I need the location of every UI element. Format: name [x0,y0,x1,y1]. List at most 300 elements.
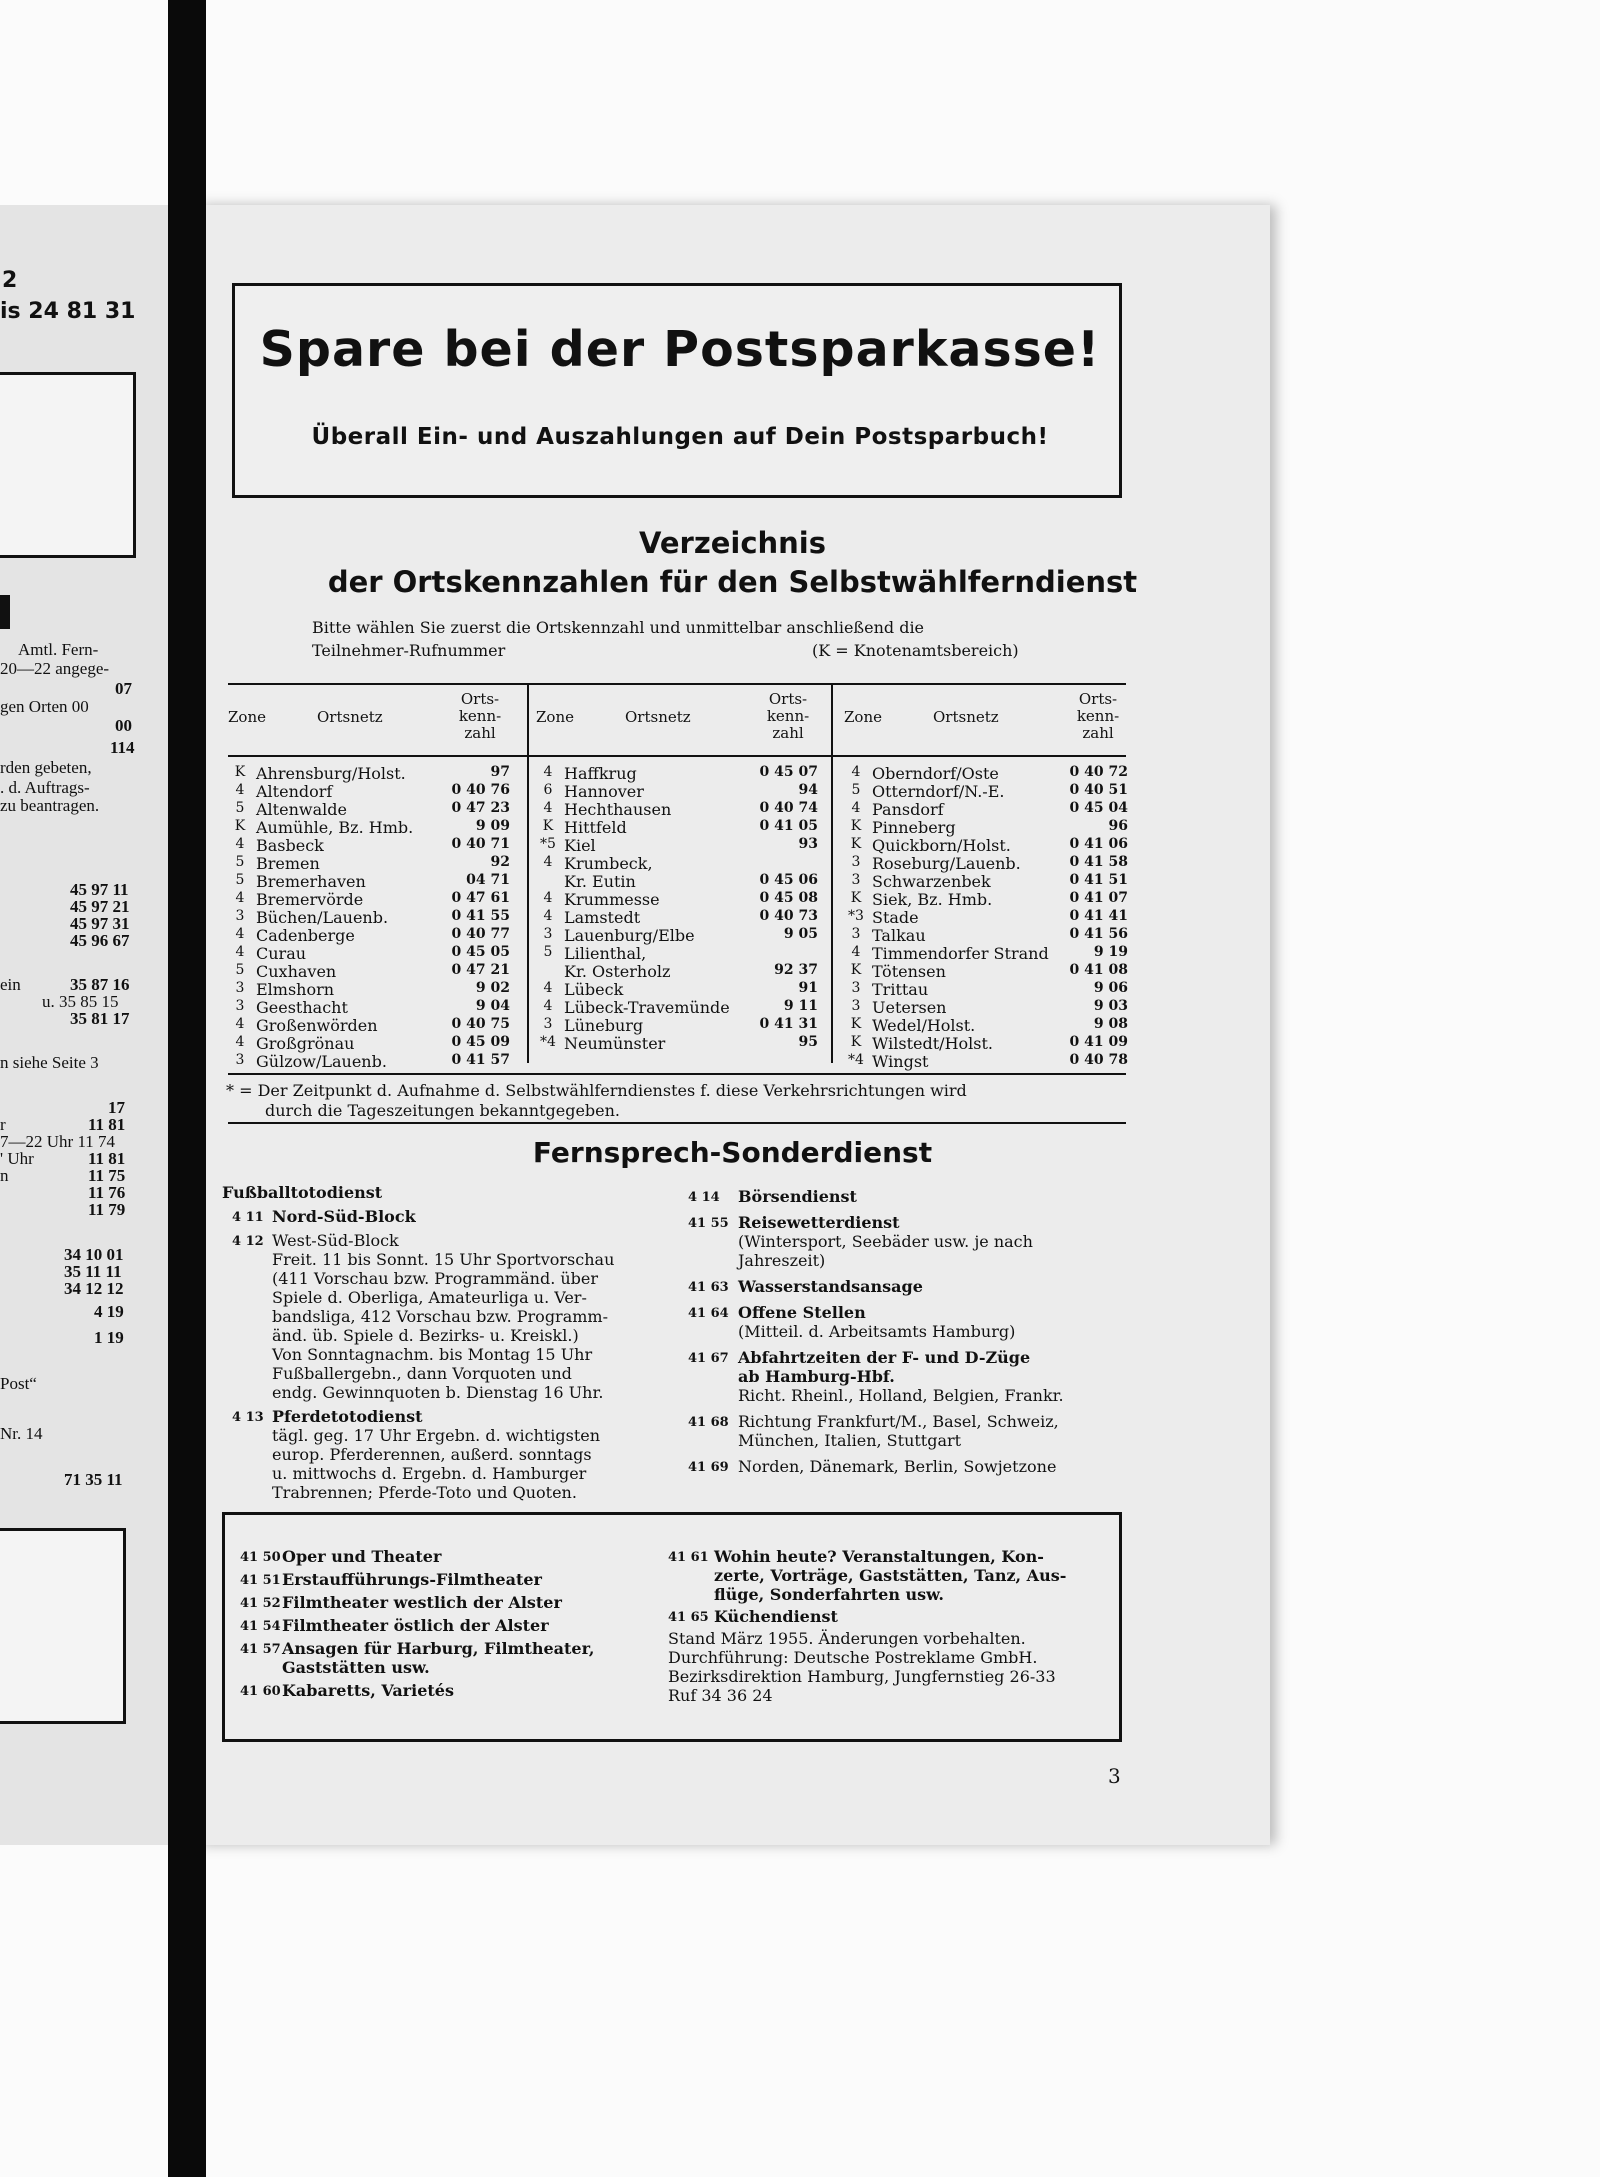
service-entry [688,1303,1168,1341]
zone: K [850,836,862,852]
ortskennzahl: 04 71 [466,872,510,888]
zone: 4 [235,890,245,906]
zone: 3 [235,1052,245,1068]
table-row [846,962,1128,980]
directory-intro: Bitte wählen Sie zuerst die Ortskennzahl und unmittelbar anschließend die [312,618,925,637]
ortskennzahl: 0 45 05 [451,944,510,960]
header-zone: Zone [536,708,574,726]
zone: 4 [235,836,245,852]
zone: 6 [543,782,553,798]
info-description: Filmtheater westlich der Alster [282,1593,562,1612]
table-row [230,764,510,782]
table-row [538,818,818,836]
table-row [846,1034,1128,1052]
zone: 4 [543,980,553,996]
ortsnetz: Neumünster [564,1034,666,1053]
ortskennzahl: 9 06 [1093,980,1128,996]
header-zone: Zone [228,708,266,726]
service-code: 41 69 [688,1460,729,1475]
ortskennzahl: 97 [490,764,510,780]
zone: *3 [848,908,864,924]
service-entry [688,1187,1168,1206]
left-page-text: zu beantragen. [0,796,100,815]
service-entry [688,1348,1168,1405]
ortsnetz: Hannover [564,782,644,801]
zone: 5 [235,872,245,888]
info-description: Ansagen für Harburg, Filmtheater, Gaststätten usw. [282,1639,595,1677]
table-row [846,908,1128,926]
ortsnetz: Lübeck [564,980,624,999]
zone: 3 [235,980,245,996]
ortskennzahl: 93 [798,836,818,852]
zone: K [234,818,246,834]
ortsnetz: Cadenberge [256,926,355,945]
ortsnetz: Bremerhaven [256,872,366,891]
table-row [846,1016,1128,1034]
ortskennzahl: 0 40 51 [1069,782,1128,798]
ortsnetz: Quickborn/Holst. [872,836,1011,855]
left-page-text: 00 [115,716,132,735]
left-page-text: 35 81 17 [70,1009,130,1028]
ortskennzahl: 0 41 05 [759,818,818,834]
page-number: 3 [1108,1764,1121,1788]
left-page-box [0,1528,126,1724]
ortsnetz: Altendorf [256,782,333,801]
info-entry [240,1570,660,1589]
left-page-text: 11 75 [88,1166,126,1185]
zone: 4 [235,782,245,798]
service-description: Börsendienst [738,1187,857,1206]
table-row [538,836,818,854]
zone: K [234,764,246,780]
ortskennzahl: 0 41 57 [451,1052,510,1068]
ortskennzahl: 0 41 51 [1069,872,1128,888]
service-entry [688,1457,1168,1476]
ortskennzahl: 0 41 31 [759,1016,818,1032]
left-page-text: 45 97 31 [70,914,130,933]
service-description: Pferdetotodienst tägl. geg. 17 Uhr Ergebn. d. wichtigsten europ. Pferderennen, außerd. sonntags u. mittwochs d. Ergebn. d. Hamburger Trabrennen; Pferde-Toto und Quoten. [272,1407,601,1502]
ortsnetz: Basbeck [256,836,324,855]
table-row [230,818,510,836]
zone: 4 [851,764,861,780]
service-code: 4 11 [232,1210,264,1225]
binding-strip [168,0,206,2177]
zone: K [850,1034,862,1050]
service-code: 4 13 [232,1410,264,1425]
ortsnetz: Wedel/Holst. [872,1016,976,1035]
ortskennzahl: 92 37 [774,962,818,978]
service-entry [232,1407,712,1502]
table-row [538,782,818,800]
ortsnetz: Haffkrug [564,764,637,783]
zone: 5 [851,782,861,798]
ortskennzahl: 0 41 08 [1069,962,1128,978]
ortskennzahl: 0 40 77 [451,926,510,942]
header-ortskennzahl: Orts- kenn- zahl [766,690,810,742]
left-page-text: Post“ [0,1374,37,1393]
table-row [230,854,510,872]
service-description: Wasserstandsansage [738,1277,923,1296]
left-page-text: r [0,1115,6,1134]
info-code: 41 51 [240,1573,281,1588]
ortskennzahl: 9 09 [475,818,510,834]
zone: 4 [543,908,553,924]
zone: *5 [540,836,556,852]
info-description: Wohin heute? Veranstaltungen, Kon- zerte, Vorträge, Gaststätten, Tanz, Aus- flüge, Sonderfahrten usw. [714,1547,1067,1604]
left-page-text: 45 97 11 [70,880,129,899]
ortsnetz: Otterndorf/N.-E. [872,782,1005,801]
service-entry [688,1412,1168,1450]
zone: 3 [851,854,861,870]
service-code: 4 12 [232,1234,264,1249]
info-description: Erstaufführungs-Filmtheater [282,1570,542,1589]
ortsnetz: Trittau [872,980,929,999]
service-description: Norden, Dänemark, Berlin, Sowjetzone [738,1457,1057,1476]
postsparkasse-banner [232,283,1122,498]
ortsnetz: Krummesse [564,890,660,909]
table-row [846,890,1128,908]
info-entry [668,1607,1108,1626]
zone: 4 [235,926,245,942]
ortsnetz: Schwarzenbek [872,872,991,891]
ortsnetz: Geesthacht [256,998,348,1017]
ortsnetz: Hechthausen [564,800,672,819]
table-row [538,908,818,926]
service-description: West-Süd-Block Freit. 11 bis Sonnt. 15 Uhr Sportvorschau (411 Vorschau bzw. Programmänd. über Spiele d. Oberliga, Amateurliga u. Ver- bandsliga, 412 Vorschau bzw. Programm- änd. üb. Spiele d. Bezirks- u. Kreiskl.) Von Sonntagnachm. bis Montag 15 Uhr Fußballergebn., dann Vorquoten und endg. Gewinnquoten b. Dienstag 16 Uhr. [272,1231,615,1402]
zone: K [850,890,862,906]
left-page-text: . d. Auftrags- [0,778,90,797]
info-code: 41 50 [240,1550,281,1565]
ortsnetz: Lübeck-Travemünde [564,998,730,1017]
ortskennzahl: 92 [490,854,510,870]
ortsnetz: Pinneberg [872,818,956,837]
table-row [230,890,510,908]
table-row [846,782,1128,800]
table-row [538,800,818,818]
ortsnetz: Lilienthal, [564,944,647,963]
directory-title: Verzeichnis [639,526,826,560]
info-entry [240,1616,660,1635]
header-zone: Zone [844,708,882,726]
zone: 4 [235,1034,245,1050]
ortskennzahl: 0 40 75 [451,1016,510,1032]
ortsnetz: Großgrönau [256,1034,355,1053]
table-row [230,836,510,854]
ortsnetz: Roseburg/Lauenb. [872,854,1021,873]
info-description: Oper und Theater [282,1547,442,1566]
left-page-text: 45 96 67 [70,931,130,950]
left-page-text: 34 10 01 [64,1245,124,1264]
zone: 4 [851,944,861,960]
ortsnetz: Lamstedt [564,908,641,927]
banner-title: Spare bei der Postsparkasse! [259,321,1101,378]
column-divider [527,683,529,1063]
ortskennzahl: 9 08 [1093,1016,1128,1032]
info-description: Küchendienst [714,1607,838,1626]
table-row [846,944,1128,962]
ortsnetz: Wilstedt/Holst. [872,1034,993,1053]
ortskennzahl: 95 [798,1034,818,1050]
header-ortskennzahl: Orts- kenn- zahl [1076,690,1120,742]
ortskennzahl: 0 47 21 [451,962,510,978]
ortskennzahl: 0 45 06 [759,872,818,888]
ortsnetz: Ahrensburg/Holst. [256,764,406,783]
ortskennzahl: 0 41 41 [1069,908,1128,924]
left-page-text: 35 11 11 [64,1262,122,1281]
header-ortsnetz: Ortsnetz [933,708,999,726]
table-row [846,998,1128,1016]
zone: 4 [543,890,553,906]
header-ortsnetz: Ortsnetz [317,708,383,726]
banner-subtitle: Überall Ein- und Auszahlungen auf Dein Postsparbuch! [311,424,1049,450]
fussballtoto-heading: Fußballtotodienst [222,1183,383,1202]
left-page-text: 20—22 angege- [0,659,110,678]
service-code: 41 63 [688,1280,729,1295]
table-row [846,836,1128,854]
directory-intro-2: Teilnehmer-Rufnummer [312,641,506,660]
left-page-rule [0,595,10,629]
table-row [538,962,818,980]
table-row [230,1052,510,1070]
zone: 4 [851,800,861,816]
info-entry [240,1639,660,1677]
service-description: Reisewetterdienst (Wintersport, Seebäder usw. je nach Jahreszeit) [738,1213,1033,1270]
left-page-text: 11 81 [88,1115,126,1134]
ortsnetz: Büchen/Lauenb. [256,908,389,927]
table-row [230,800,510,818]
zone: 5 [235,962,245,978]
info-entry [240,1593,660,1612]
zone: 3 [851,872,861,888]
service-entry [688,1277,1168,1296]
table-row [538,872,818,890]
table-row [538,944,818,962]
table-row [538,764,818,782]
knotenamt-legend: (K = Knotenamtsbereich) [812,641,1019,660]
service-description: Richtung Frankfurt/M., Basel, Schweiz, München, Italien, Stuttgart [738,1412,1059,1450]
table-row [230,782,510,800]
zone: 3 [851,998,861,1014]
header-ortsnetz: Ortsnetz [625,708,691,726]
table-row [230,908,510,926]
zone: 4 [235,944,245,960]
ortsnetz: Tötensen [872,962,946,981]
ortsnetz: Kr. Eutin [564,872,636,891]
ortskennzahl: 0 41 06 [1069,836,1128,852]
ortsnetz: Hittfeld [564,818,627,837]
ortsnetz: Uetersen [872,998,947,1017]
table-bottom-rule [228,1073,1126,1075]
imprint: Stand März 1955. Änderungen vorbehalten. Durchführung: Deutsche Postreklame GmbH. Bezirksdirektion Hamburg, Jungfernstieg 26-33 Ruf 34 36 24 [668,1629,1056,1705]
ortskennzahl: 0 40 76 [451,782,510,798]
ortskennzahl: 91 [798,980,818,996]
info-code: 41 61 [668,1550,709,1565]
left-page-text: 71 35 11 [64,1470,123,1489]
left-page-text: 2 [2,268,18,293]
service-entry [688,1213,1168,1270]
ortskennzahl: 0 41 58 [1069,854,1128,870]
left-page-text: 35 87 16 [70,975,130,994]
ortskennzahl: 9 11 [783,998,818,1014]
left-page-text: 45 97 21 [70,897,130,916]
service-entry [232,1231,712,1402]
service-description: Nord-Süd-Block [272,1207,416,1226]
table-row [538,854,818,872]
ortskennzahl: 0 40 74 [759,800,818,816]
ortsnetz: Talkau [872,926,926,945]
ortskennzahl: 0 45 08 [759,890,818,906]
zone: K [850,962,862,978]
left-page-text: 114 [110,738,135,757]
ortsnetz: Krumbeck, [564,854,653,873]
table-row [538,926,818,944]
table-top-rule [228,683,1126,685]
service-code: 41 64 [688,1306,729,1321]
zone: K [850,818,862,834]
ortsnetz: Siek, Bz. Hmb. [872,890,993,909]
table-row [230,1034,510,1052]
service-entry [232,1207,712,1226]
table-row [230,1016,510,1034]
ortskennzahl: 96 [1108,818,1128,834]
ortsnetz: Lüneburg [564,1016,644,1035]
table-row [538,1034,818,1052]
table-row [846,872,1128,890]
info-code: 41 60 [240,1684,281,1699]
table-row [846,926,1128,944]
left-page-text: 11 81 [88,1149,126,1168]
ortskennzahl: 9 05 [783,926,818,942]
info-code: 41 52 [240,1596,281,1611]
zone: 4 [543,800,553,816]
left-page-text: Nr. 14 [0,1424,43,1443]
zone: K [850,1016,862,1032]
ortskennzahl: 9 19 [1093,944,1128,960]
ortskennzahl: 9 02 [475,980,510,996]
ortsnetz: Kiel [564,836,596,855]
ortskennzahl: 0 41 55 [451,908,510,924]
info-code: 41 65 [668,1610,709,1625]
info-description: Kabaretts, Varietés [282,1681,454,1700]
left-page-text: n siehe Seite 3 [0,1053,99,1072]
table-row [846,818,1128,836]
info-description: Filmtheater östlich der Alster [282,1616,549,1635]
table-row [230,980,510,998]
left-page-text: n [0,1166,9,1185]
table-row [846,800,1128,818]
left-page-text: Amtl. Fern- [18,640,99,659]
left-page-box [0,372,136,558]
info-code: 41 54 [240,1619,281,1634]
table-footnote: * = Der Zeitpunkt d. Aufnahme d. Selbstwählferndienstes f. diese Verkehrsrichtungen wird [226,1081,967,1100]
ortsnetz: Timmendorfer Strand [872,944,1049,963]
table-row [846,764,1128,782]
left-page-text: u. 35 85 15 [42,992,119,1011]
ortsnetz: Elmshorn [256,980,335,999]
table-row [230,872,510,890]
ortsnetz: Pansdorf [872,800,944,819]
left-page-text: 7—22 Uhr 11 74 [0,1132,116,1151]
left-page-text: 4 19 [94,1302,124,1321]
service-code: 41 55 [688,1216,729,1231]
info-code: 41 57 [240,1642,281,1657]
zone: 4 [235,1016,245,1032]
column-divider [831,683,833,1063]
service-code: 4 14 [688,1190,720,1205]
ortsnetz: Curau [256,944,307,963]
ortskennzahl: 0 40 71 [451,836,510,852]
left-page-text: is 24 81 31 [0,299,136,324]
left-page-text: 1 19 [94,1328,124,1347]
ortskennzahl: 0 41 56 [1069,926,1128,942]
ortskennzahl: 0 45 04 [1069,800,1128,816]
ortsnetz: Kr. Osterholz [564,962,671,981]
ortsnetz: Cuxhaven [256,962,337,981]
header-ortskennzahl: Orts- kenn- zahl [458,690,502,742]
ortsnetz: Gülzow/Lauenb. [256,1052,387,1071]
left-page-text: ' Uhr [0,1149,34,1168]
zone: 5 [235,854,245,870]
ortskennzahl: 9 03 [1093,998,1128,1014]
zone: 4 [543,764,553,780]
ortskennzahl: 0 41 09 [1069,1034,1128,1050]
directory-subtitle: der Ortskennzahlen für den Selbstwählferndienst [327,565,1138,599]
zone: 3 [543,1016,553,1032]
zone: 4 [543,998,553,1014]
table-row [230,962,510,980]
ortsnetz: Bremervörde [256,890,364,909]
table-row [230,998,510,1016]
ortskennzahl: 0 40 73 [759,908,818,924]
zone: *4 [540,1034,556,1050]
zone: 3 [543,926,553,942]
table-row [846,854,1128,872]
zone: 5 [543,944,553,960]
ortsnetz: Aumühle, Bz. Hmb. [256,818,414,837]
service-code: 41 68 [688,1415,729,1430]
left-page-text: 07 [115,679,132,698]
table-row [538,890,818,908]
ortskennzahl: 0 45 07 [759,764,818,780]
zone: 5 [235,800,245,816]
ortskennzahl: 0 41 07 [1069,890,1128,906]
left-page-text: gen Orten 00 [0,697,89,716]
ortskennzahl: 0 47 23 [451,800,510,816]
ortsnetz: Lauenburg/Elbe [564,926,695,945]
zone: 4 [543,854,553,870]
left-page-text: 17 [108,1098,125,1117]
ortsnetz: Altenwalde [256,800,347,819]
ortsnetz: Oberndorf/Oste [872,764,999,783]
table-row [846,980,1128,998]
ortskennzahl: 0 40 72 [1069,764,1128,780]
table-row [538,998,818,1016]
ortsnetz: Stade [872,908,919,927]
left-page-text: ein [0,975,21,994]
table-row [230,944,510,962]
ortskennzahl: 94 [798,782,818,798]
left-page-text: rden gebeten, [0,758,92,777]
table-row [538,1016,818,1034]
service-description: Abfahrtzeiten der F- und D-Züge ab Hamburg-Hbf. Richt. Rheinl., Holland, Belgien, Frankr. [738,1348,1064,1405]
ortsnetz: Wingst [872,1052,929,1071]
ortskennzahl: 9 04 [475,998,510,1014]
info-entry [240,1547,660,1566]
table-row [846,1052,1128,1070]
zone: 3 [235,998,245,1014]
zone: 3 [851,926,861,942]
left-page-text: 34 12 12 [64,1279,124,1298]
